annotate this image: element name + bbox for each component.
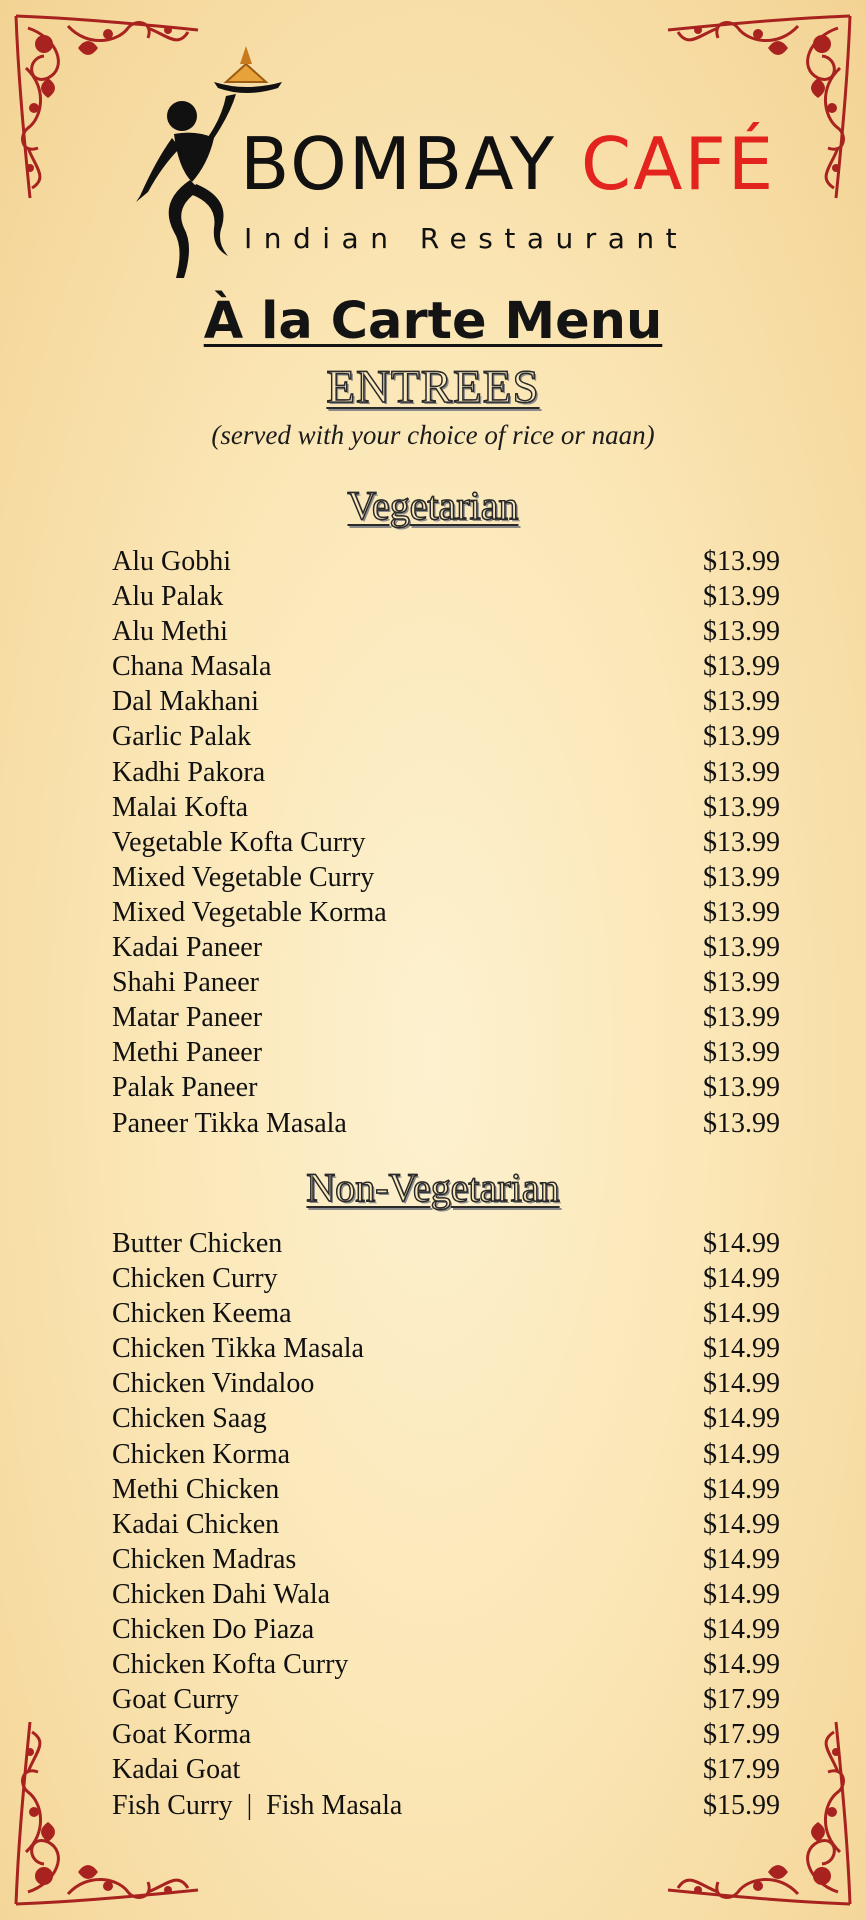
menu-item: [112, 1366, 780, 1401]
menu-item: [112, 755, 780, 790]
non-vegetarian-menu-list: [112, 1226, 780, 1823]
menu-item-name: Chicken Vindaloo: [112, 1368, 315, 1400]
menu-item: [112, 1507, 780, 1542]
menu-item-price: $13.99: [703, 546, 780, 577]
menu-item: [112, 1437, 780, 1472]
menu-item-name: Dal Makhani: [112, 686, 259, 718]
menu-item: [112, 1331, 780, 1366]
menu-item: [112, 1647, 780, 1682]
menu-item-price: $13.99: [703, 651, 780, 683]
menu-item: [112, 895, 780, 930]
menu-item-price: $13.99: [703, 721, 780, 753]
menu-item-price: $13.99: [703, 1107, 780, 1139]
menu-item-price: $13.99: [703, 826, 780, 858]
menu-item-price: $13.99: [703, 896, 780, 928]
menu-item-price: $13.99: [703, 581, 780, 613]
menu-item-name: Goat Curry: [112, 1684, 239, 1716]
menu-item-price: $13.99: [703, 686, 780, 718]
menu-item: [112, 930, 780, 965]
menu-item: [112, 1296, 780, 1331]
menu-item: [112, 719, 780, 754]
menu-item-price: $14.99: [703, 1614, 780, 1646]
menu-item-name: Chicken Dahi Wala: [112, 1578, 331, 1610]
menu-item-price: $13.99: [703, 616, 780, 648]
menu-item-name: Chicken Curry: [112, 1263, 278, 1295]
menu-item-price: $15.99: [703, 1789, 780, 1821]
menu-item-name: Kadhi Pakora: [112, 756, 266, 788]
menu-item-name: Kadai Chicken: [112, 1508, 280, 1540]
menu-item-name: Methi Chicken: [112, 1473, 280, 1505]
menu-item: [112, 860, 780, 895]
menu-item: [112, 1542, 780, 1577]
menu-item: [112, 1226, 780, 1261]
brand-name-part2: CAFÉ: [580, 122, 776, 206]
menu-item: [112, 965, 780, 1000]
menu-item-price: $13.99: [703, 932, 780, 964]
menu-item-name: Kadai Paneer: [112, 932, 263, 964]
menu-item: [112, 1401, 780, 1436]
menu-item-price: $14.99: [703, 1228, 780, 1259]
menu-item-price: $14.99: [703, 1263, 780, 1295]
menu-item-name: Chana Masala: [112, 651, 272, 683]
menu-item-name: Palak Paneer: [112, 1072, 258, 1104]
menu-item: [112, 614, 780, 649]
menu-item-price: $13.99: [703, 1037, 780, 1069]
menu-item-price: $14.99: [703, 1298, 780, 1330]
category-heading-vegetarian: Vegetarian: [347, 483, 519, 528]
menu-item-price: $14.99: [703, 1368, 780, 1400]
menu-item-name: Matar Paneer: [112, 1002, 263, 1034]
menu-item: [112, 1000, 780, 1035]
menu-item: [112, 1752, 780, 1787]
section-heading-entrees: ENTREES: [326, 361, 540, 413]
menu-item-name: Chicken Do Piaza: [112, 1614, 315, 1646]
menu-item-price: $13.99: [703, 861, 780, 893]
menu-item-name: Paneer Tikka Masala: [112, 1107, 347, 1139]
served-with-note: (served with your choice of rice or naan): [211, 420, 655, 450]
menu-item-name: Alu Palak: [112, 581, 224, 613]
menu-item-price: $17.99: [703, 1684, 780, 1716]
menu-item-price: $14.99: [703, 1543, 780, 1575]
menu-item-name: Vegetable Kofta Curry: [112, 826, 366, 858]
menu-item-price: $13.99: [703, 1072, 780, 1104]
menu-item: [112, 1261, 780, 1296]
menu-item-name: Chicken Tikka Masala: [112, 1333, 364, 1365]
menu-item-price: $13.99: [703, 791, 780, 823]
brand-name: [240, 122, 776, 206]
menu-item-name: Chicken Korma: [112, 1438, 291, 1470]
menu-item-name: Malai Kofta: [112, 791, 249, 823]
menu-item-name: Alu Methi: [112, 616, 228, 648]
menu-item-price: $14.99: [703, 1403, 780, 1435]
menu-item-name: Chicken Keema: [112, 1298, 292, 1330]
menu-item-price: $14.99: [703, 1333, 780, 1365]
menu-item: [112, 1035, 780, 1070]
menu-item: [112, 1788, 780, 1823]
category-heading-non-vegetarian: Non-Vegetarian: [306, 1165, 560, 1210]
brand-tagline: Indian Restaurant: [244, 222, 689, 255]
menu-item-price: $14.99: [703, 1438, 780, 1470]
menu-item: [112, 649, 780, 684]
menu-item: [112, 684, 780, 719]
menu-item-price: $13.99: [703, 967, 780, 999]
menu-item-name: Alu Gobhi: [112, 546, 231, 577]
menu-item-name: Garlic Palak: [112, 721, 252, 753]
brand-name-part1: BOMBAY: [240, 122, 556, 206]
menu-item-name: Chicken Madras: [112, 1543, 297, 1575]
menu-item-price: $14.99: [703, 1578, 780, 1610]
menu-item-name: Goat Korma: [112, 1719, 252, 1751]
menu-item-name: Chicken Saag: [112, 1403, 267, 1435]
menu-item: [112, 825, 780, 860]
menu-item-name: Mixed Vegetable Korma: [112, 896, 387, 928]
menu-item-name: Butter Chicken: [112, 1228, 283, 1259]
menu-item: [112, 1070, 780, 1105]
menu-item-price: $13.99: [703, 1002, 780, 1034]
menu-item: [112, 1612, 780, 1647]
menu-item: [112, 1682, 780, 1717]
menu-item: [112, 1106, 780, 1141]
menu-item: [112, 579, 780, 614]
menu-item-name: Mixed Vegetable Curry: [112, 861, 375, 893]
vegetarian-menu-list: [112, 544, 780, 1141]
menu-item: [112, 790, 780, 825]
menu-item-price: $13.99: [703, 756, 780, 788]
menu-item: [112, 1717, 780, 1752]
menu-item-name: Chicken Kofta Curry: [112, 1649, 349, 1681]
menu-item-price: $14.99: [703, 1508, 780, 1540]
menu-item-price: $17.99: [703, 1754, 780, 1786]
menu-item-name: Fish Curry | Fish Masala: [112, 1789, 403, 1821]
menu-item: [112, 544, 780, 579]
menu-item-price: $14.99: [703, 1473, 780, 1505]
menu-item: [112, 1472, 780, 1507]
menu-item-name: Shahi Paneer: [112, 967, 259, 999]
menu-title: À la Carte Menu: [203, 292, 663, 351]
menu-item-name: Methi Paneer: [112, 1037, 263, 1069]
menu-item: [112, 1577, 780, 1612]
menu-item-name: Kadai Goat: [112, 1754, 241, 1786]
menu-item-price: $17.99: [703, 1719, 780, 1751]
menu-item-price: $14.99: [703, 1649, 780, 1681]
